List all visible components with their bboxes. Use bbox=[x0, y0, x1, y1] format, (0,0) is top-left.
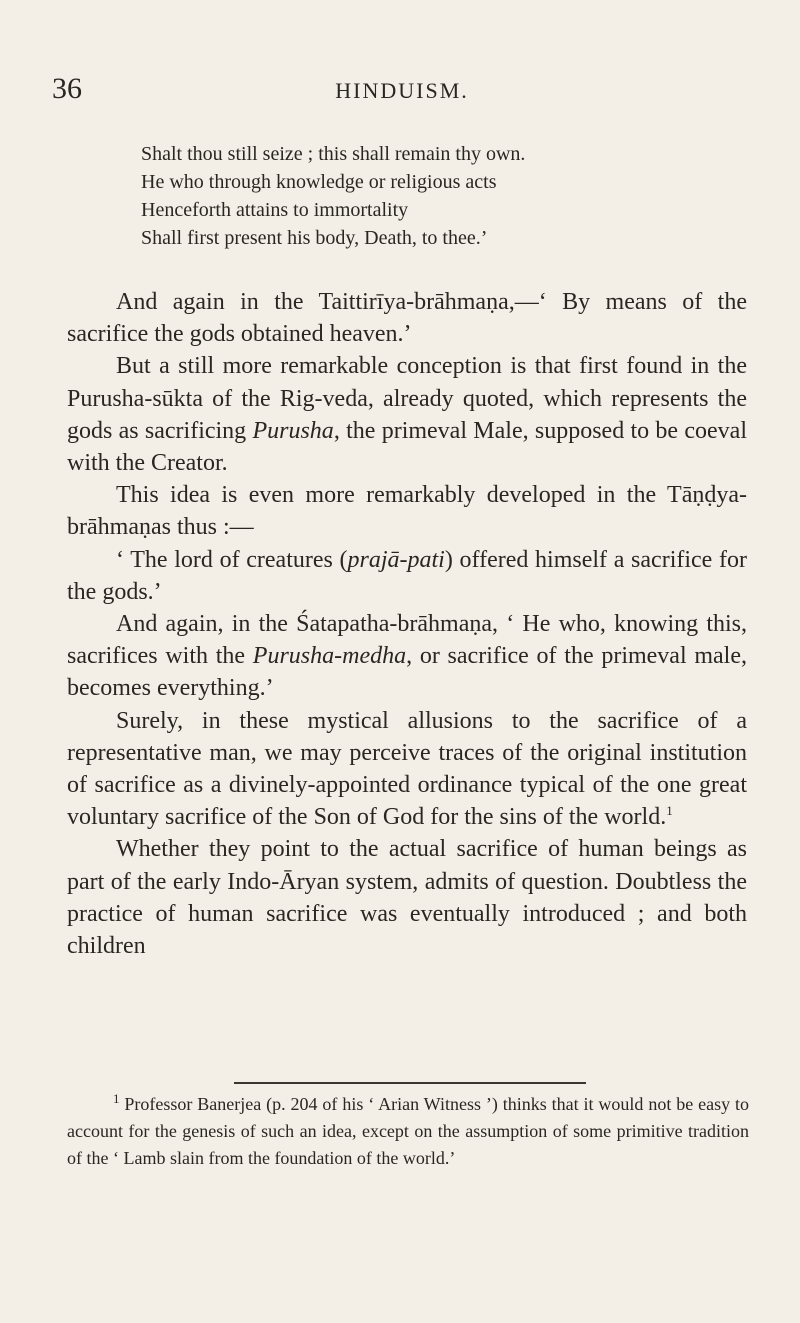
paragraph: Whether they point to the actual sacrifice of human beings as part of the early Indo-Āryan system, admits of question. Doubtless the practice of human sacrifice was eventually introduced ; and both children bbox=[67, 836, 747, 960]
paragraph-text: Surely, in these mystical allusions to the sacrifice of a representative man, we may perceive traces of the original institution of sacrifice as a divinely-appointed ordinance typical of the one great voluntary sacrifice of the Son of God for the sins of the world. bbox=[67, 707, 747, 831]
paragraph: This idea is even more remarkably developed in the Tāṇḍya-brāhmaṇas thus :— bbox=[67, 482, 747, 541]
paragraph bbox=[67, 544, 747, 608]
verse-line: Henceforth attains to immortality bbox=[141, 199, 409, 221]
paragraph-text: , or sacrifice of the primeval male, becomes everything.’ bbox=[67, 643, 747, 702]
footnote-divider bbox=[234, 1082, 586, 1084]
paragraph: And again in the Taittirīya-brāhmaṇa,—‘ By means of the sacrifice the gods obtained heaven.’ bbox=[67, 289, 747, 348]
paragraph bbox=[67, 608, 747, 705]
page-header bbox=[52, 72, 752, 112]
verse-quote bbox=[141, 140, 525, 252]
running-title: HINDUISM. bbox=[335, 78, 469, 103]
footnote-marker: 1 bbox=[113, 1091, 120, 1106]
paragraph bbox=[67, 705, 747, 834]
italic-term: prajā-pati bbox=[347, 546, 445, 573]
verse-line: Shall first present his body, Death, to thee.’ bbox=[141, 227, 488, 249]
paragraph-text: ‘ The lord of creatures ( bbox=[116, 546, 348, 573]
footnote bbox=[67, 1091, 749, 1172]
page-number: 36 bbox=[52, 72, 82, 105]
paragraph-text: And again, in the Śatapatha-brāhmaṇa, ‘ He who, knowing this, sacrifices with the bbox=[67, 611, 747, 670]
paragraph-text: ) offered himself a sacrifice for the gods.’ bbox=[67, 546, 747, 605]
body-text bbox=[67, 286, 747, 962]
footnote-text: Professor Banerjea (p. 204 of his ‘ Arian Witness ’) thinks that it would not be easy to account for the genesis of such an idea, except on the assumption of some primitive tradition of the ‘ Lamb slain from the foundation of the world.’ bbox=[67, 1094, 749, 1168]
italic-term: Purusha-medha bbox=[252, 643, 407, 670]
verse-line: He who through knowledge or religious acts bbox=[141, 171, 497, 193]
italic-term: Purusha bbox=[252, 417, 334, 444]
footnote-body bbox=[67, 1091, 749, 1172]
paragraph-text: But a still more remarkable conception is that first found in the Purusha-sūkta of the Rig-veda, already quoted, which represents the gods as sacrificing bbox=[67, 353, 747, 444]
paragraph bbox=[67, 350, 747, 479]
footnote-reference[interactable]: 1 bbox=[666, 803, 673, 819]
verse-line: Shalt thou still seize ; this shall remain thy own. bbox=[141, 143, 526, 165]
paragraph-text: , the primeval Male, supposed to be coeval with the Creator. bbox=[67, 417, 747, 477]
